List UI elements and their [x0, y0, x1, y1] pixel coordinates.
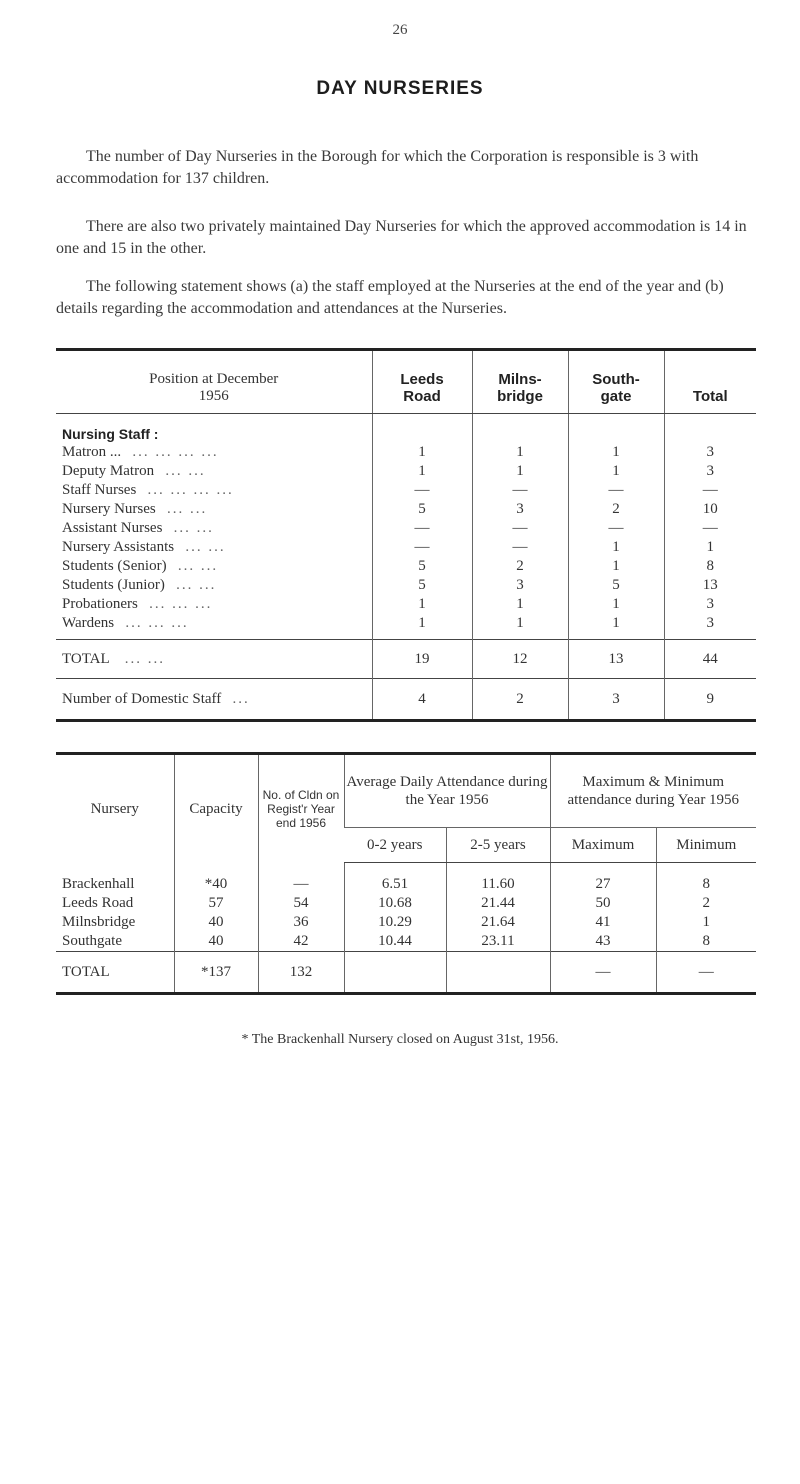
- nursery-name: Brackenhall: [62, 875, 135, 892]
- staff-total-value: 3: [664, 595, 756, 614]
- staff-leeds-value: —: [372, 538, 472, 557]
- nursery-capacity: 57: [174, 894, 258, 913]
- staff-total-value: —: [664, 481, 756, 500]
- staff-south-value: 1: [568, 538, 664, 557]
- staff-leeds-value: 1: [372, 462, 472, 481]
- nursery-maximum: 43: [550, 932, 656, 952]
- staff-leeds-value: 1: [372, 595, 472, 614]
- staff-total-value: 10: [664, 500, 756, 519]
- staff-position-label: Staff Nurses ... ... ... ...: [62, 482, 234, 498]
- nursery-total-register: 132: [258, 952, 344, 994]
- staff-leeds-value: 5: [372, 500, 472, 519]
- staff-leeds-value: 5: [372, 557, 472, 576]
- domestic-staff-row: [56, 679, 756, 721]
- nursery-minimum: 8: [656, 932, 756, 952]
- nursery-maximum: 41: [550, 913, 656, 932]
- staff-milns-value: —: [472, 481, 568, 500]
- staff-milns-value: —: [472, 538, 568, 557]
- staff-milns-value: 1: [472, 462, 568, 481]
- staff-leeds-value: 1: [372, 614, 472, 633]
- milnsbridge-header: [472, 350, 568, 414]
- southgate-header-line1: South-: [592, 371, 640, 388]
- staff-south-value: —: [568, 519, 664, 538]
- age-2-5-header: 2-5 years: [446, 828, 550, 863]
- staff-position-label: Deputy Matron ... ...: [62, 463, 206, 479]
- maximum-header: Maximum: [550, 828, 656, 863]
- staff-milns-value: 1: [472, 595, 568, 614]
- staff-total-value: —: [664, 519, 756, 538]
- nursery-avg-2-5: 11.60: [446, 863, 550, 895]
- staff-milns-value: —: [472, 519, 568, 538]
- staff-leeds-value: —: [372, 519, 472, 538]
- nursery-maximum: 27: [550, 863, 656, 895]
- domestic-total: 9: [664, 679, 756, 721]
- staff-row: [56, 500, 756, 519]
- nursery-row: [56, 913, 756, 932]
- staff-total-leeds: 19: [372, 640, 472, 679]
- nursery-register: 42: [258, 932, 344, 952]
- nursery-avg-2-5: 21.44: [446, 894, 550, 913]
- staff-position-label: Students (Senior) ... ...: [62, 558, 219, 574]
- nursing-staff-subheading: Nursing Staff :: [62, 425, 159, 442]
- staff-total-south: 13: [568, 640, 664, 679]
- staff-total-value: 8: [664, 557, 756, 576]
- staff-row: [56, 481, 756, 500]
- nursery-avg-0-2: 10.68: [344, 894, 446, 913]
- nursery-capacity: *40: [174, 863, 258, 895]
- age-0-2-header: 0-2 years: [344, 828, 446, 863]
- position-header: [56, 350, 372, 414]
- nursing-staff-subheading-row: [56, 414, 756, 444]
- staff-table: [56, 348, 756, 722]
- nursery-total-label: TOTAL: [56, 952, 174, 994]
- nursery-header-row-1: [56, 754, 756, 828]
- nursery-maximum: 50: [550, 894, 656, 913]
- southgate-header: [568, 350, 664, 414]
- nursery-total-min: —: [656, 952, 756, 994]
- staff-south-value: 1: [568, 557, 664, 576]
- leeds-road-header-line2: Road: [403, 388, 441, 405]
- domestic-milns: 2: [472, 679, 568, 721]
- max-min-attendance-header: Maximum & Minimum attendance during Year 1956: [550, 754, 756, 828]
- page-number: 26: [392, 22, 408, 38]
- staff-position-label: Probationers ... ... ...: [62, 596, 213, 612]
- staff-south-value: 2: [568, 500, 664, 519]
- nursery-avg-2-5: 21.64: [446, 913, 550, 932]
- staff-position-label: Nursery Nurses ... ...: [62, 501, 208, 517]
- staff-total-milns: 12: [472, 640, 568, 679]
- staff-total-label: TOTAL ... ...: [56, 640, 372, 679]
- nursery-name: Southgate: [62, 933, 122, 949]
- staff-milns-value: 1: [472, 614, 568, 633]
- intro-paragraph: The number of Day Nurseries in the Borough for which the Corporation is responsible is 3 with accommodation for 137 children.: [56, 148, 699, 187]
- staff-leeds-value: —: [372, 481, 472, 500]
- staff-south-value: —: [568, 481, 664, 500]
- staff-milns-value: 3: [472, 576, 568, 595]
- page-title: DAY NURSERIES: [316, 78, 484, 99]
- nursery-register: —: [258, 863, 344, 895]
- nursery-name: Leeds Road: [62, 895, 134, 911]
- total-header: Total: [664, 350, 756, 414]
- staff-total-value: 3: [664, 462, 756, 481]
- staff-leeds-value: 1: [372, 443, 472, 462]
- nursery-capacity: 40: [174, 913, 258, 932]
- nursery-minimum: 2: [656, 894, 756, 913]
- domestic-staff-label: Number of Domestic Staff ...: [56, 679, 372, 721]
- staff-position-label: Assistant Nurses ... ...: [62, 520, 214, 536]
- nursery-attendance-table: [56, 752, 756, 995]
- nursery-total-avg02: [344, 952, 446, 994]
- staff-row: [56, 538, 756, 557]
- register-header: No. of Cldn on Regist'r Year end 1956: [258, 754, 344, 863]
- staff-row: [56, 519, 756, 538]
- staff-south-value: 1: [568, 443, 664, 462]
- staff-south-value: 1: [568, 614, 664, 633]
- milnsbridge-header-line2: bridge: [497, 388, 543, 405]
- nursery-row: [56, 932, 756, 952]
- staff-row: [56, 576, 756, 595]
- staff-south-value: 1: [568, 462, 664, 481]
- nursery-avg-0-2: 10.44: [344, 932, 446, 952]
- staff-total-row: [56, 640, 756, 679]
- staff-total-value: 1: [664, 538, 756, 557]
- nursery-minimum: 1: [656, 913, 756, 932]
- footnote: * The Brackenhall Nursery closed on August 31st, 1956.: [241, 1032, 559, 1047]
- staff-table-header: [56, 350, 756, 414]
- southgate-header-line2: gate: [600, 388, 632, 405]
- nursery-name: Milnsbridge: [62, 914, 136, 930]
- staff-milns-value: 2: [472, 557, 568, 576]
- minimum-header: Minimum: [656, 828, 756, 863]
- nursery-capacity: 40: [174, 932, 258, 952]
- nursery-total-row: [56, 952, 756, 994]
- staff-row: [56, 443, 756, 462]
- staff-position-label: Matron ... ... ... ... ...: [62, 444, 219, 460]
- staff-leeds-value: 5: [372, 576, 472, 595]
- nursery-row: [56, 863, 756, 895]
- nursery-total-avg25: [446, 952, 550, 994]
- nursery-total-max: —: [550, 952, 656, 994]
- domestic-leeds: 4: [372, 679, 472, 721]
- position-header-line1: Position at December: [149, 371, 279, 387]
- staff-total-value: 3: [664, 443, 756, 462]
- nursery-avg-2-5: 23.11: [446, 932, 550, 952]
- statement-paragraph: The following statement shows (a) the staff employed at the Nurseries at the end of the year and (b) details regarding the accommodation and attendances at the Nurseries.: [56, 278, 724, 317]
- staff-row: [56, 595, 756, 614]
- staff-position-label: Nursery Assistants ... ...: [62, 539, 226, 555]
- nursery-row: [56, 894, 756, 913]
- average-attendance-header: Average Daily Attendance during the Year 1956: [344, 754, 550, 828]
- staff-south-value: 5: [568, 576, 664, 595]
- staff-total-value: 3: [664, 614, 756, 633]
- nursery-register: 36: [258, 913, 344, 932]
- nursery-header: Nursery: [90, 800, 139, 817]
- staff-position-label: Students (Junior) ... ...: [62, 577, 217, 593]
- staff-position-label: Wardens ... ... ...: [62, 615, 189, 631]
- domestic-south: 3: [568, 679, 664, 721]
- staff-row: [56, 614, 756, 633]
- nursery-avg-0-2: 6.51: [344, 863, 446, 895]
- staff-row: [56, 462, 756, 481]
- position-header-line2: 1956: [198, 388, 229, 404]
- milnsbridge-header-line1: Milns-: [498, 371, 542, 388]
- staff-row: [56, 557, 756, 576]
- staff-milns-value: 1: [472, 443, 568, 462]
- nursery-minimum: 8: [656, 863, 756, 895]
- capacity-header: Capacity: [174, 754, 258, 863]
- nursery-avg-0-2: 10.29: [344, 913, 446, 932]
- staff-milns-value: 3: [472, 500, 568, 519]
- leeds-road-header-line1: Leeds: [400, 371, 444, 388]
- nursery-total-capacity: *137: [174, 952, 258, 994]
- staff-south-value: 1: [568, 595, 664, 614]
- private-nurseries-paragraph: There are also two privately maintained Day Nurseries for which the approved accommodation is 14 in one and 15 in the other.: [56, 218, 747, 257]
- leeds-road-header: [372, 350, 472, 414]
- staff-total-value: 13: [664, 576, 756, 595]
- nursery-register: 54: [258, 894, 344, 913]
- staff-total-total: 44: [664, 640, 756, 679]
